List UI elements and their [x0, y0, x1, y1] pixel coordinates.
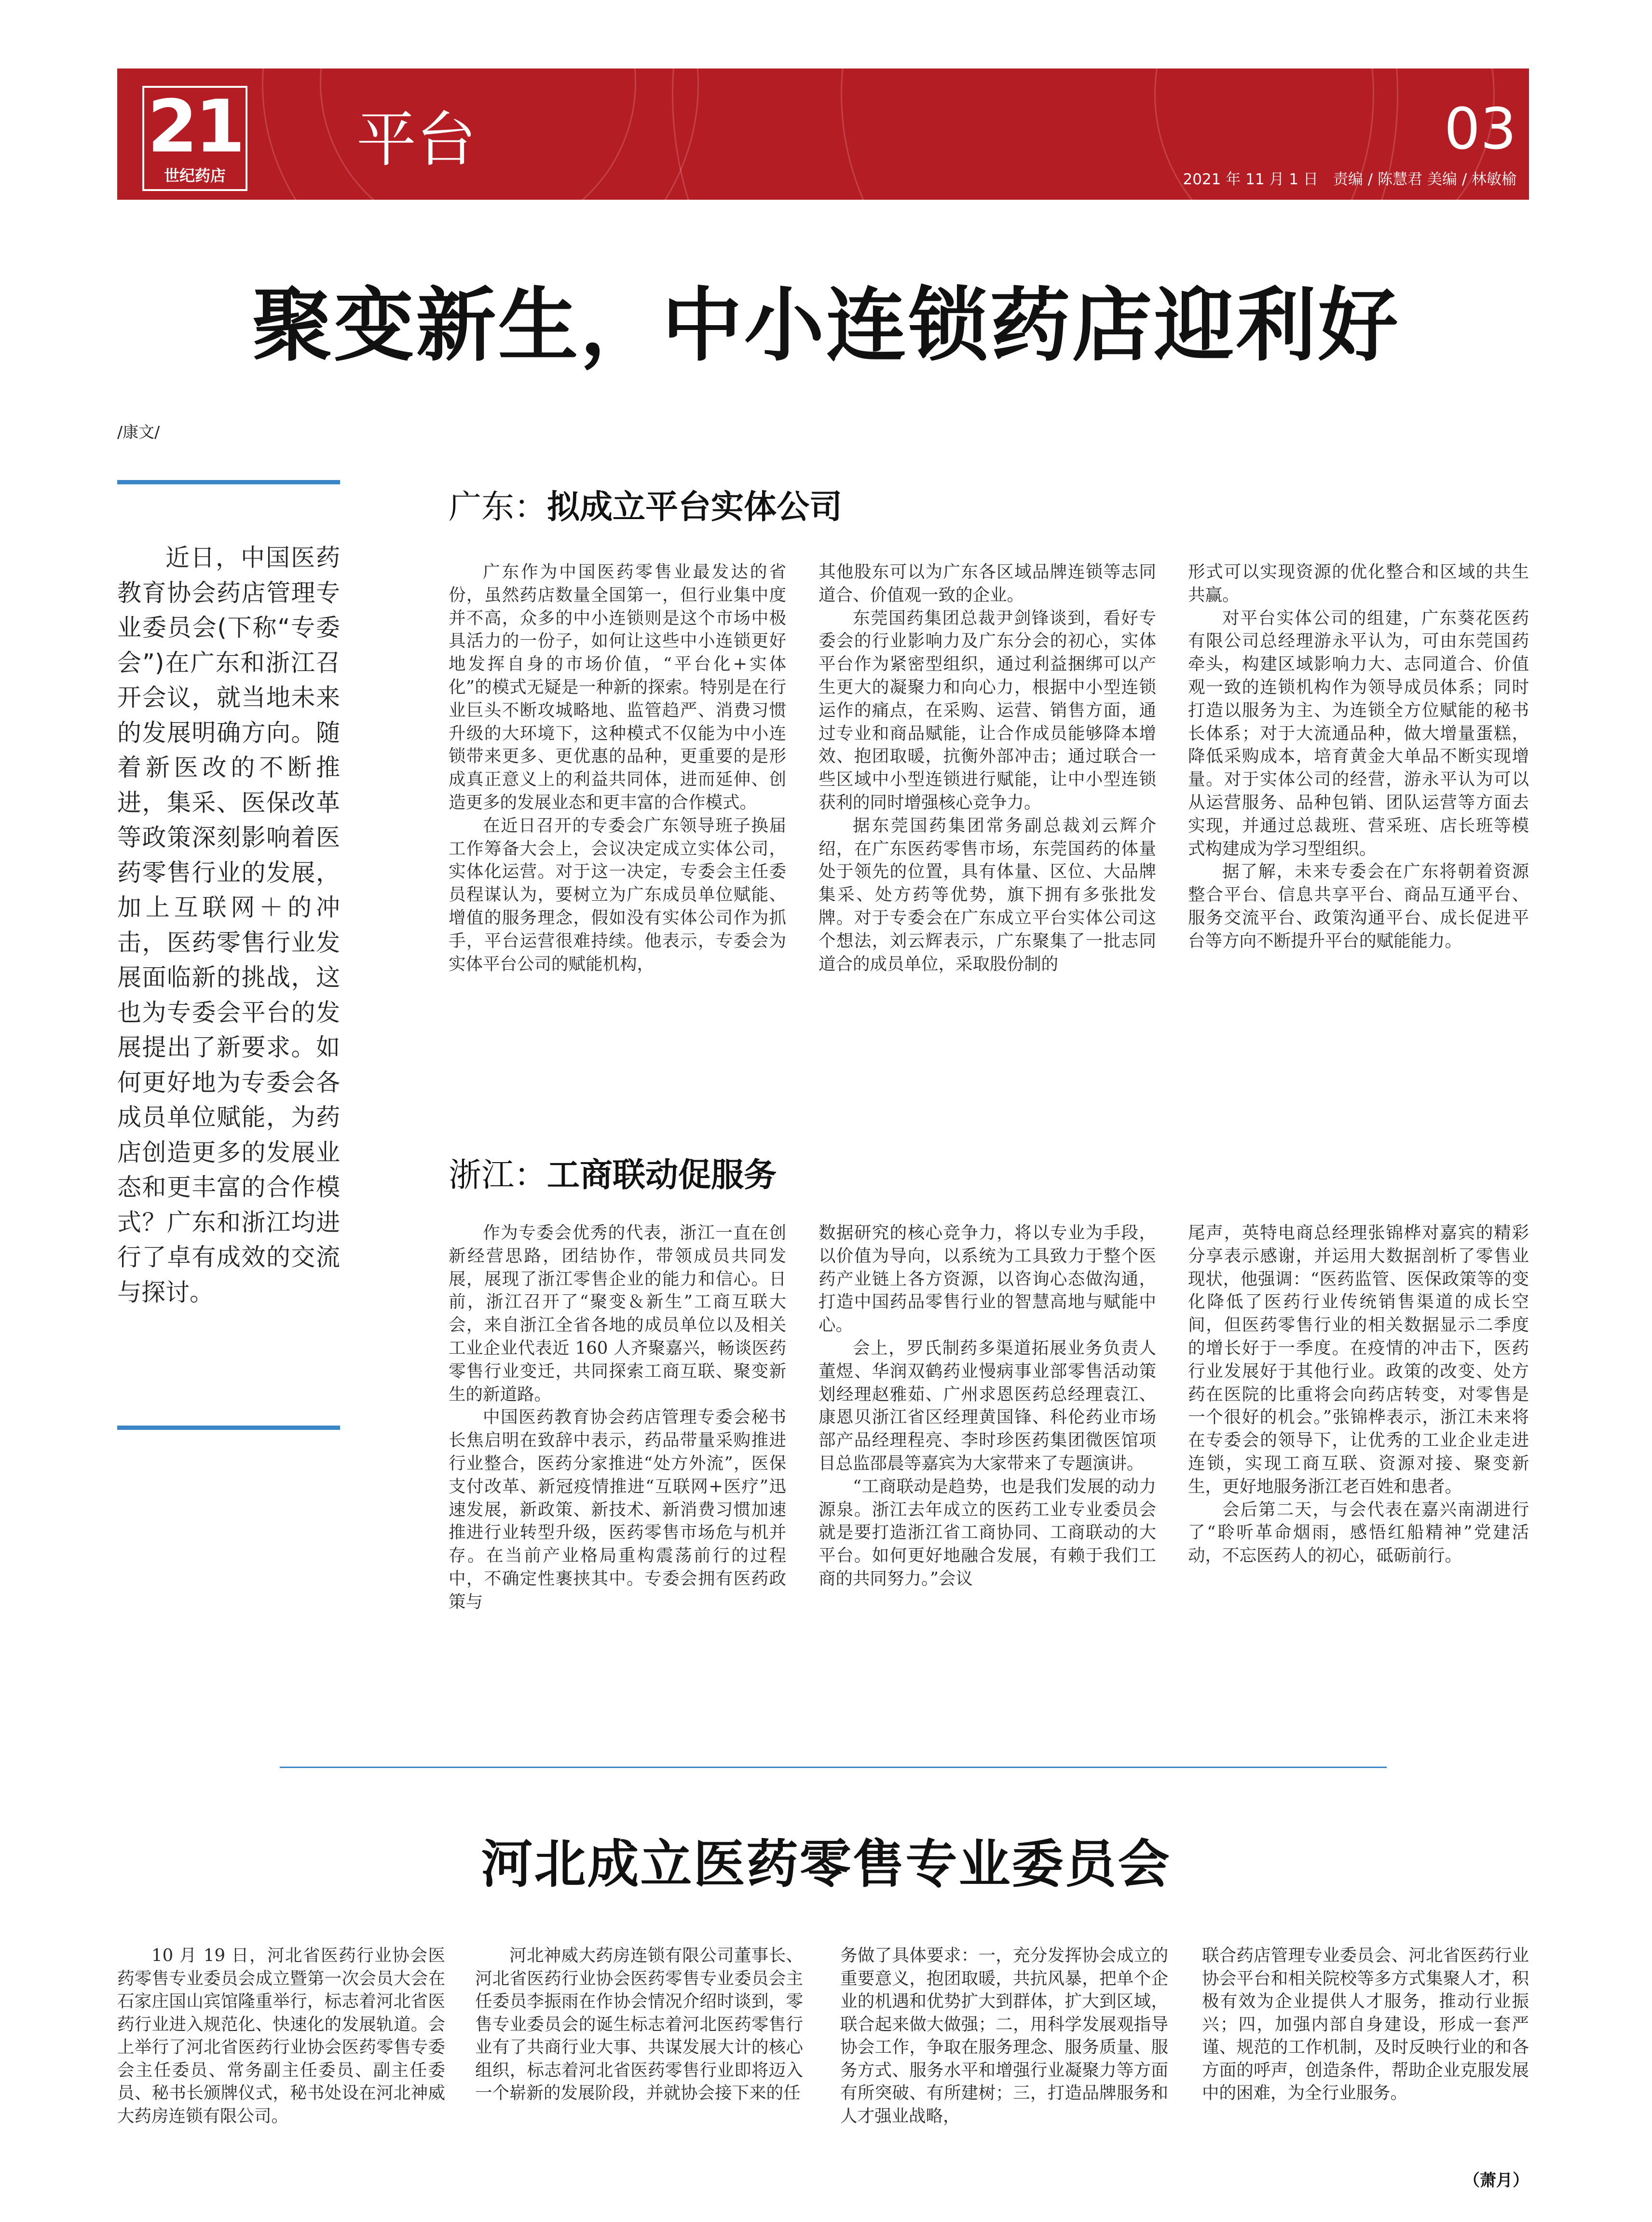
section-region: 浙江： — [449, 1156, 547, 1194]
lead-bottom-rule — [117, 1426, 340, 1430]
paragraph: 10 月 19 日，河北省医药行业协会医药零售专业委员会成立暨第一次会员大会在石家庄国山宾馆隆重举行，标志着河北省医药行业进入规范化、快速化的发展轨道。会上举行了河北省医药行业协会医药零售专委会主任委员、常务副主任委员、副主任委员、秘书长颁牌仪式，秘书处设在河北神威大药房连锁有限公司。 — [117, 1946, 445, 2126]
lead-top-rule — [117, 480, 340, 484]
article2-column — [840, 1944, 1168, 2127]
section-heading-text: 拟成立平台实体公司 — [547, 488, 843, 526]
paragraph: 会后第二天，与会代表在嘉兴南湖进行了“聆听革命烟雨，感悟红船精神”党建活动，不忘医药人的初心，砥砺前行。 — [1188, 1499, 1529, 1566]
article2-headline: 河北成立医药零售专业委员会 — [481, 1834, 1171, 1894]
paragraph: 广东作为中国医药零售业最发达的省份，虽然药店数量全国第一，但行业集中度并不高，众多的中小连锁则是这个市场中极具活力的一份子，如何让这些中小连锁更好地发挥自身的市场价值，“平台化+实体化”的模式无疑是一种新的探索。特别是在行业巨头不断攻城略地、监管趋严、消费习惯升级的大环境下，这种模式不仅能为中小连锁带来更多、更优惠的品种，更重要的是形成真正意义上的利益共同体，进而延伸、创造更多的发展业态和更丰富的合作模式。 — [449, 562, 786, 812]
paragraph: 尾声，英特电商总经理张锦桦对嘉宾的精彩分享表示感谢，并运用大数据剖析了零售业现状，他强调：“医药监管、医保政策等的变化降低了医药行业传统销售渠道的成长空间，但医药零售行业的相关数据显示二季度的增长好于一季度。在疫情的冲击下，医药行业发展好于其他行业。政策的改变、处方药在医院的比重将会向药店转变，对零售是一个很好的机会。”张锦桦表示，浙江未来将在专委会的领导下，让优秀的工业企业走进连锁，实现工商互联、资源对接、聚变新生，更好地服务浙江老百姓和患者。 — [1188, 1223, 1529, 1496]
paragraph: 河北神威大药房连锁有限公司董事长、河北省医药行业协会医药零售专业委员会主任委员李振雨在作协会情况介绍时谈到，零售专业委员会的诞生标志着河北医药零售行业有了共商行业大事、共谋发展大计的核心组织，标志着河北省医药零售行业即将迈入一个崭新的发展阶段，并就协会接下来的任 — [475, 1946, 803, 2103]
headline: 聚变新生，中小连锁药店迎利好 — [252, 278, 1400, 372]
byline: /康文/ — [117, 423, 160, 441]
paragraph: 务做了具体要求：一，充分发挥协会成立的重要意义，抱团取暖，共抗风暴，把单个企业的机遇和优势扩大到群体，扩大到区域，联合起来做大做强；二，用科学发展观指导协会工作，争取在服务理念、服务质量、服务方式、服务水平和增强行业凝聚力等方面有所突破、有所建树；三，打造品牌服务和人才强业战略， — [840, 1946, 1168, 2126]
article-column — [449, 561, 786, 975]
article2-column — [1202, 1944, 1529, 2105]
paragraph: 东莞国药集团总裁尹剑锋谈到，看好专委会的行业影响力及广东分会的初心，实体平台作为紧密型组织，通过利益捆绑可以产生更大的凝聚力和向心力，根据中小型连锁运作的痛点，在采购、运营、销售方面，通过专业和商品赋能，让合作成员能够降本增效、抱团取暖，抗衡外部冲击；通过联合一些区域中小型连锁进行赋能，让中小型连锁获利的同时增强核心竞争力。 — [819, 608, 1156, 812]
section-title: 平台 — [356, 105, 477, 175]
page-number: 03 — [1444, 96, 1516, 162]
section-region: 广东： — [449, 488, 547, 526]
article-column — [819, 561, 1156, 975]
article-column — [1188, 561, 1529, 953]
lead-paragraph: 近日，中国医药教育协会药店管理专业委员会(下称“专委会”)在广东和浙江召开会议，就当地未来的发展明确方向。随着新医改的不断推进，集采、医保改革等政策深刻影响着医药零售行业的发展，加上互联网＋的冲击，医药零售行业发展面临新的挑战，这也为专委会平台的发展提出了新要求。如何更好地为专委会各成员单位赋能，为药店创造更多的发展业态和更丰富的合作模式？广东和浙江均进行了卓有成效的交流与探讨。 — [117, 544, 340, 1306]
paragraph: 形式可以实现资源的优化整合和区域的共生共赢。 — [1188, 562, 1529, 605]
paragraph: 联合药店管理专业委员会、河北省医药行业协会平台和相关院校等多方式集聚人才，积极有效为企业提供人才服务，推动行业振兴；四，加强内部自身建设，形成一套严谨、规范的工作机制，及时反映行业的和各方面的呼声，创造条件，帮助企业克服发展中的困难，为全行业服务。 — [1202, 1946, 1529, 2103]
logo-text: 世纪药店 — [164, 166, 226, 185]
section-heading-zhejiang — [449, 1155, 777, 1196]
section-heading-guangdong — [449, 487, 842, 528]
article-divider — [280, 1767, 1387, 1768]
article2-column — [475, 1944, 803, 2105]
article2-column — [117, 1944, 445, 2127]
paragraph: 作为专委会优秀的代表，浙江一直在创新经营思路，团结协作，带领成员共同发展，展现了浙江零售企业的能力和信心。日前，浙江召开了“聚变＆新生”工商互联大会，来自浙江全省各地的成员单位以及相关工业企业代表近 160 人齐聚嘉兴，畅谈医药零售行业变迁，共同探索工商互联、聚变新生的新道路。 — [449, 1223, 787, 1404]
paragraph: 其他股东可以为广东各区域品牌连锁等志同道合、价值观一致的企业。 — [819, 562, 1156, 605]
paragraph: 会上，罗氏制药多渠道拓展业务负责人董煜、华润双鹤药业慢病事业部零售活动策划经理赵雅茹、广州求恩医药总经理袁江、康恩贝浙江省区经理黄国锋、科伦药业市场部产品经理程亮、李时珍医药集团微医馆项目总监邵晨等嘉宾为大家带来了专题演讲。 — [819, 1338, 1156, 1473]
article-column — [1188, 1221, 1529, 1567]
paragraph: “工商联动是趋势，也是我们发展的动力源泉。浙江去年成立的医药工业专业委员会就是要打造浙江省工商协同、工商联动的大平台。如何更好地融合发展，有赖于我们工商的共同努力。”会议 — [819, 1476, 1156, 1589]
paragraph: 据了解，未来专委会在广东将朝着资源整合平台、信息共享平台、商品互通平台、服务交流平台、政策沟通平台、成长促进平台等方向不断提升平台的赋能能力。 — [1188, 862, 1529, 951]
paragraph: 对平台实体公司的组建，广东葵花医药有限公司总经理游永平认为，可由东莞国药牵头，构建区域影响力大、志同道合、价值观一致的连锁机构作为领导成员体系；同时打造以服务为主、为连锁全方位赋能的秘书长体系；对于大流通品种，做大增量蛋糕，降低采购成本，培育黄金大单品不断实现增量。对于实体公司的经营，游永平认为可以从运营服务、品种包销、团队运营等方面去实现，并通过总裁班、营采班、店长班等模式构建成为学习型组织。 — [1188, 608, 1529, 859]
section-heading-text: 工商联动促服务 — [547, 1156, 777, 1194]
article-column — [449, 1221, 786, 1614]
paragraph: 中国医药教育协会药店管理专委会秘书长焦启明在致辞中表示，药品带量采购推进行业整合，医药分家推进“处方外流”，医保支付改革、新冠疫情推进“互联网+医疗”迅速发展，新政策、新技术、新消费习惯加速推进行业转型升级，医药零售市场危与机并存。在当前产业格局重构震荡前行的过程中，不确定性裹挟其中。专委会拥有医药政策与 — [449, 1407, 786, 1612]
publication-logo — [142, 86, 247, 191]
paragraph: 据东莞国药集团常务副总裁刘云辉介绍，在广东医药零售市场，东莞国药的体量处于领先的位置，具有体量、区位、大品牌集采、处方药等优势，旗下拥有多张批发牌。对于专委会在广东成立平台实体公司这个想法，刘云辉表示，广东聚集了一批志同道合的成员单位，采取股份制的 — [819, 815, 1156, 974]
logo-number: 21 — [147, 85, 243, 169]
article-column — [819, 1221, 1156, 1591]
paragraph: 在近日召开的专委会广东领导班子换届工作筹备大会上，会议决定成立实体公司，实体化运营。对于这一决定，专委会主任委员程谋认为，要树立为广东成员单位赋能、增值的服务理念，假如没有实体公司作为抓手，平台运营很难持续。他表示，专委会为实体平台公司的赋能机构， — [449, 815, 786, 974]
paragraph: 数据研究的核心竞争力，将以专业为手段，以价值为导向，以系统为工具致力于整个医药产业链上各方资源，以咨询心态做沟通，打造中国药品零售行业的智慧高地与赋能中心。 — [819, 1223, 1156, 1335]
page-header — [117, 69, 1529, 200]
issue-date-editors: 2021 年 11 月 1 日 责编 / 陈慧君 美编 / 林敏榆 — [1183, 171, 1516, 188]
article2-signature: （萧月） — [1463, 2171, 1529, 2190]
